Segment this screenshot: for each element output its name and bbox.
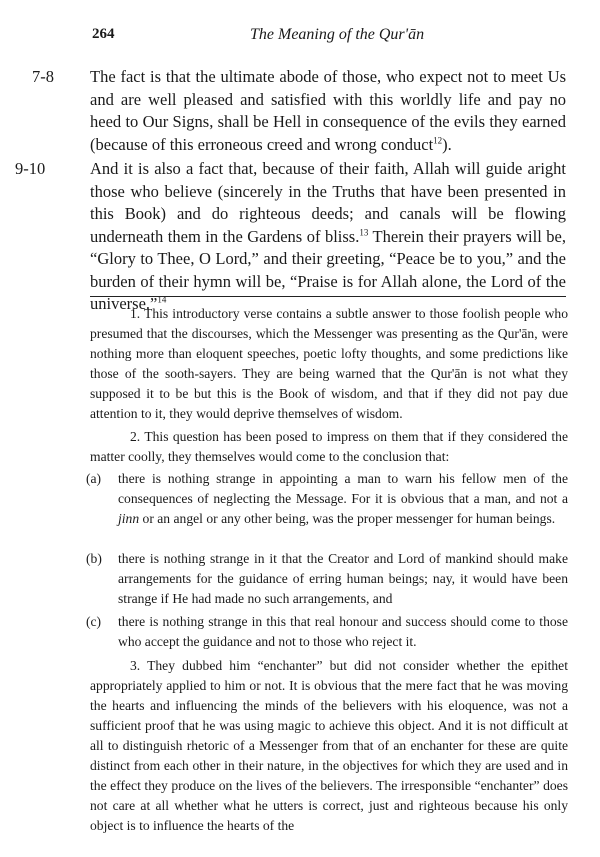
page-header — [92, 26, 562, 48]
list-item-label: (c) — [86, 614, 102, 629]
verse-block — [15, 158, 566, 316]
list-item-italic: jinn — [118, 511, 140, 526]
list-item-label: (b) — [86, 551, 102, 566]
footnote-text: 3. They dubbed him “enchanter” but did not consider whether the epithet appropriately applied to him or not. It is obvious that the mere fact that he was moving the hearts and influencing the minds of the believers with his eloquence, was not a sufficient proof that he was using magic to achieve this object. And it is not difficult at all to distinguish rhetoric of a Messenger from that of an enchanter for these are quite distinct from each other in their nature, in the objectives for which they are used and in the effect they produce on the lives of the believers. The irresponsible “enchanter” does not care at all whether what he utters is correct, just and righteous because his only object is to influence the hearts of the — [90, 658, 568, 833]
verse-number: 9-10 — [15, 159, 46, 178]
footnote-ref: 14 — [157, 294, 167, 305]
verse-text-middle: Therein their prayers will be, “Glory to Thee, O Lord,” and their greeting, “Peace be to you,” and the burden of their hymn will be, “Praise is for Allah alone, the Lord of the universe.” — [90, 226, 566, 313]
footnote-text: 1. This introductory verse contains a subtle answer to those foolish people who presumed that the discourses, which the Messenger was presenting as the Qur'ān, were nothing more than eloquent speeches, poetic lofty thoughts, and some predictions like those of the sooth-sayers. They are being warned that the Qur'ān is not what they supposed it to be but this is the Book of wisdom, and that if they did not pay due attention to it, they would deprive themselves of wisdom. — [90, 306, 568, 421]
running-title: The Meaning of the Qur'ān — [250, 26, 425, 43]
footnote-2 — [90, 427, 568, 467]
list-item-text-end: or an angel or any other being, was the proper messenger for human beings. — [139, 511, 556, 526]
footnote-divider — [90, 296, 566, 297]
footnote-1 — [90, 304, 568, 424]
verse-block — [32, 66, 566, 156]
page-number: 264 — [92, 26, 115, 42]
verse-text: The fact is that the ultimate abode of those, who expect not to meet Us and are well pleased and satisfied with this worldly life and pay no heed to Our Signs, shall be Hell in consequence of the evils they earned (because of this erroneous creed and wrong conduct — [90, 67, 566, 154]
footnote-3 — [90, 656, 568, 836]
verse-text-end: ). — [442, 134, 452, 154]
footnote-text: 2. This question has been posed to impress on them that if they considered the matter coolly, they themselves would come to the conclusion that: — [90, 429, 568, 464]
list-item — [86, 549, 568, 609]
verse-number: 7-8 — [32, 67, 54, 86]
list-item-text: there is nothing strange in this that real honour and success should come to those who accept the guidance and not to those who reject it. — [118, 614, 568, 649]
list-item — [86, 469, 568, 529]
verse-text: And it is also a fact that, because of their faith, Allah will guide aright those who believe (sincerely in the Truths that have been presented in this Book) and do righteous deeds; and canals will be flowing underneath them in the Gardens of bliss. — [90, 159, 566, 246]
list-item — [86, 612, 568, 652]
list-item-text: there is nothing strange in appointing a man to warn his fellow men of the consequences of neglecting the Message. For it is obvious that a man, and not a — [118, 471, 568, 506]
list-item-text: there is nothing strange in it that the Creator and Lord of mankind should make arrangements for the guidance of erring human beings; nay, it would have been strange if He had made no such arrangements, and — [118, 551, 568, 606]
list-item-label: (a) — [86, 471, 102, 486]
footnote-ref: 12 — [433, 135, 443, 145]
footnote-ref: 13 — [359, 227, 369, 237]
